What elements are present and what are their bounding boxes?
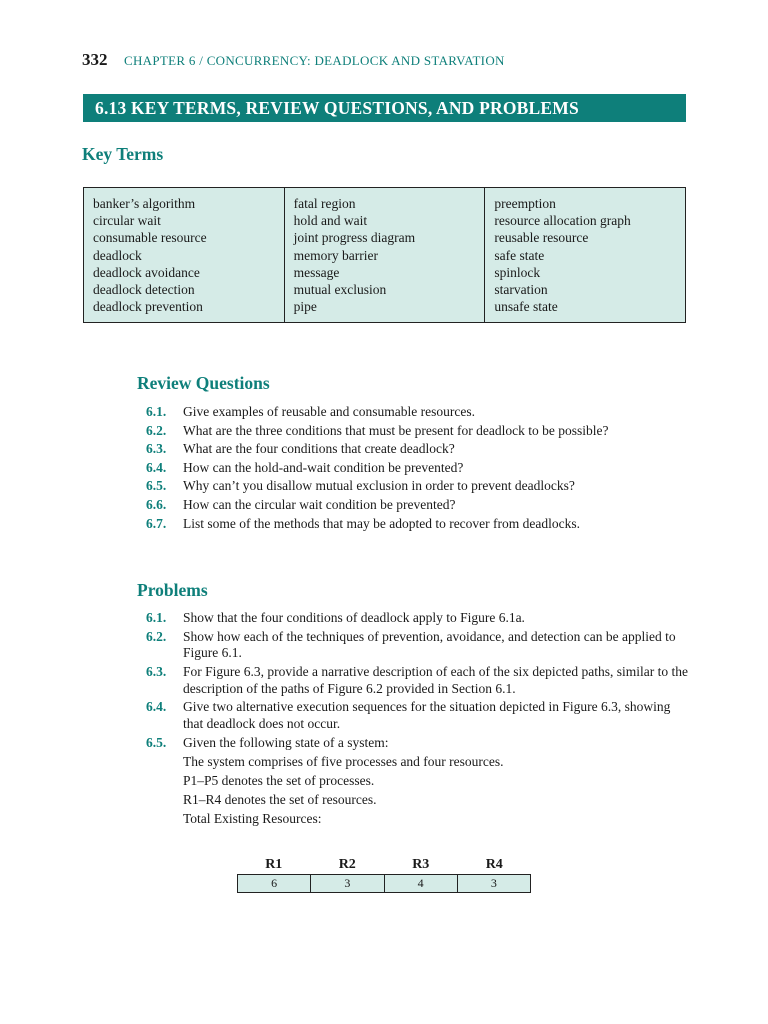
problem <box>137 735 689 828</box>
key-term: pipe <box>293 299 317 315</box>
key-term: mutual exclusion <box>293 282 387 298</box>
question-number: 6.3. <box>146 441 167 457</box>
key-term: deadlock <box>93 247 142 263</box>
problem <box>137 699 689 733</box>
review-questions-list <box>137 403 689 533</box>
column-header: R2 <box>338 857 356 872</box>
key-term: message <box>293 264 340 280</box>
review-questions-heading: Review Questions <box>137 373 270 393</box>
key-term: hold and wait <box>293 213 368 229</box>
column-header: R1 <box>265 857 283 872</box>
key-term: reusable resource <box>494 230 589 246</box>
problem-detail-line: The system comprises of five processes and four resources. <box>183 753 504 769</box>
question-text: What are the three conditions that must be present for deadlock to be possible? <box>183 422 609 438</box>
question-text: How can the hold-and-wait condition be prevented? <box>183 459 464 475</box>
total-resources-table <box>237 857 531 893</box>
problem <box>137 629 689 663</box>
section-title: 6.13 KEY TERMS, REVIEW QUESTIONS, AND PROBLEMS <box>83 94 686 122</box>
review-question <box>137 477 689 496</box>
review-question <box>137 496 689 515</box>
key-term: consumable resource <box>93 230 207 246</box>
problem-text: For Figure 6.3, provide a narrative description of each of the six depicted paths, similar to the description of the paths of Figure 6.2 provided in Section 6.1. <box>183 663 688 696</box>
problem-number: 6.1. <box>146 610 167 625</box>
table-cell: 6 <box>271 876 278 890</box>
key-term: deadlock detection <box>93 282 195 298</box>
problem-text: Given the following state of a system: <box>183 734 389 750</box>
question-text: Why can’t you disallow mutual exclusion in order to prevent deadlocks? <box>183 478 575 494</box>
problems-list <box>137 610 689 829</box>
review-question <box>137 440 689 459</box>
table-cell: 3 <box>310 875 383 892</box>
question-number: 6.4. <box>146 459 167 475</box>
question-text: What are the four conditions that create deadlock? <box>183 441 455 457</box>
key-term: starvation <box>494 282 548 298</box>
problem-detail-line: Total Existing Resources: <box>183 810 322 826</box>
page-number: 332 <box>82 50 108 69</box>
question-number: 6.6. <box>146 496 167 512</box>
question-number: 6.5. <box>146 478 167 494</box>
question-text: Give examples of reusable and consumable resources. <box>183 404 476 419</box>
page-header <box>82 50 686 74</box>
table-cell: 4 <box>384 875 457 892</box>
key-terms-heading: Key Terms <box>82 144 164 164</box>
question-number: 6.1. <box>146 404 167 419</box>
problem-text: Give two alternative execution sequences for the situation depicted in Figure 6.3, showing that deadlock does not occur. <box>183 699 671 732</box>
review-question <box>137 515 689 534</box>
table-row <box>237 874 531 893</box>
question-number: 6.7. <box>146 515 167 531</box>
review-question <box>137 459 689 478</box>
key-term: deadlock avoidance <box>93 264 200 280</box>
problem <box>137 610 689 627</box>
question-number: 6.2. <box>146 422 167 438</box>
running-head: CHAPTER 6 / CONCURRENCY: DEADLOCK AND STARVATION <box>124 53 505 68</box>
key-term: preemption <box>494 196 556 211</box>
table-header-row <box>237 857 531 874</box>
column-header: R3 <box>412 857 430 872</box>
key-terms-box <box>83 187 686 323</box>
key-term: unsafe state <box>494 299 558 315</box>
key-term: joint progress diagram <box>293 230 416 246</box>
key-term: circular wait <box>93 213 161 229</box>
key-term: spinlock <box>494 264 541 280</box>
review-question <box>137 422 689 441</box>
problem-number: 6.5. <box>146 734 167 750</box>
key-term: fatal region <box>293 196 356 211</box>
problem-detail-line: P1–P5 denotes the set of processes. <box>183 772 375 788</box>
question-text: List some of the methods that may be adopted to recover from deadlocks. <box>183 515 581 531</box>
table-cell: 3 <box>457 875 530 892</box>
problem-number: 6.2. <box>146 628 167 644</box>
problem-number: 6.4. <box>146 699 167 715</box>
key-term: safe state <box>494 247 545 263</box>
column-header: R4 <box>485 857 503 872</box>
key-term: resource allocation graph <box>494 213 631 229</box>
key-terms-column-2 <box>284 188 485 322</box>
problem-text: Show how each of the techniques of prevention, avoidance, and detection can be applied to Figure 6.1. <box>183 628 676 661</box>
question-text: How can the circular wait condition be prevented? <box>183 496 456 512</box>
problem <box>137 664 689 698</box>
key-term: memory barrier <box>293 247 379 263</box>
problem-number: 6.3. <box>146 663 167 679</box>
problems-heading: Problems <box>137 580 208 600</box>
key-terms-column-3 <box>484 188 685 322</box>
review-question <box>137 403 689 422</box>
problem-detail-line: R1–R4 denotes the set of resources. <box>183 791 377 807</box>
problem-text: Show that the four conditions of deadlock apply to Figure 6.1a. <box>183 610 525 625</box>
key-term: deadlock prevention <box>93 299 203 315</box>
key-terms-column-1 <box>84 188 284 322</box>
key-term: banker’s algorithm <box>93 196 196 211</box>
